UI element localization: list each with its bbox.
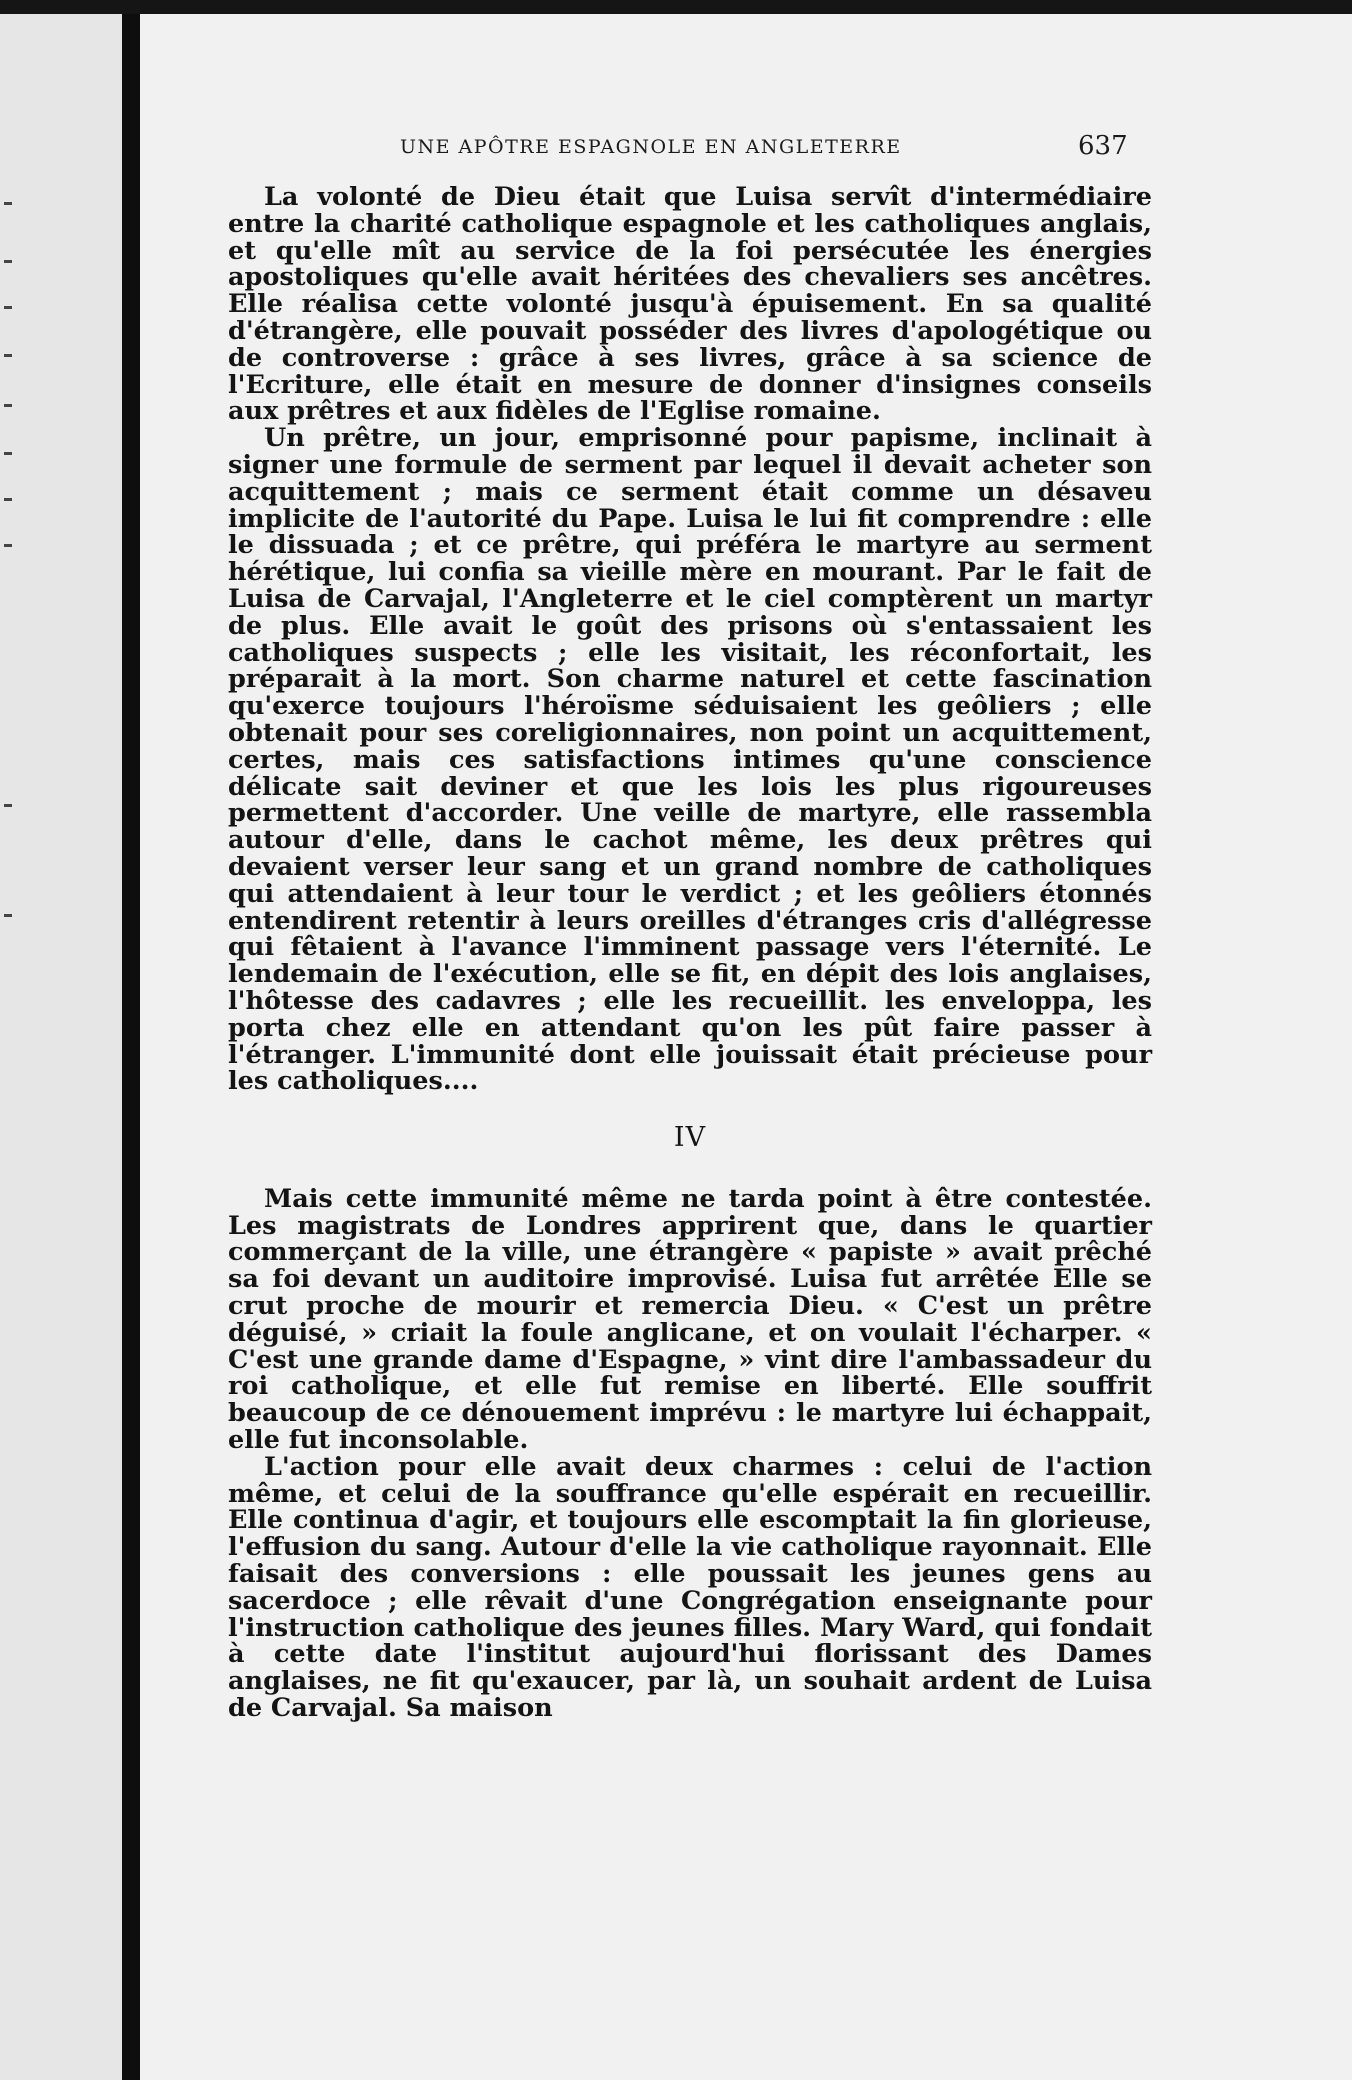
facing-page-mark	[4, 306, 12, 309]
body-text	[228, 184, 1152, 1722]
section-heading: IV	[673, 1122, 707, 1154]
facing-page-mark	[4, 544, 12, 547]
facing-page-mark	[4, 354, 12, 357]
facing-page-edge	[0, 14, 122, 2080]
page-number: 637	[1078, 131, 1128, 161]
facing-page-mark	[4, 498, 12, 501]
facing-page-mark	[4, 404, 12, 407]
scan-top-edge	[0, 0, 1352, 14]
paragraph: L'action pour elle avait deux charmes : celui de l'action même, et celui de la souffrance qu'elle espérait en recueillir. Elle continua d'agir, et toujours elle escomptait la fin glorieuse, l'effusion du sang. Autour d'elle la vie catholique rayonnait. Elle faisait des conversions : elle poussait les jeunes gens au sacerdoce ; elle rêvait d'une Congrégation enseignante pour l'instruction catholique des jeunes filles. Mary Ward, qui fondait à cette date l'institut aujourd'hui florissant des Dames anglaises, ne fit qu'exaucer, par là, un souhait ardent de Luisa de Carvajal. Sa maison	[228, 1451, 1152, 1724]
paragraph: Mais cette immunité même ne tarda point à être contestée. Les magistrats de Londres apprirent que, dans le quartier commerçant de la ville, une étrangère « papiste » avait prêché sa foi devant un auditoire improvisé. Luisa fut arrêtée Elle se crut proche de mourir et remercia Dieu. « C'est un prêtre déguisé, » criait la foule anglicane, et on voulait l'écharper. « C'est une grande dame d'Espagne, » vint dire l'ambassadeur du roi catholique, et elle fut remise en liberté. Elle souffrit beaucoup de ce dénouement imprévu : le martyre lui échappait, elle fut inconsolable.	[228, 1183, 1152, 1456]
facing-page-mark	[4, 260, 12, 263]
facing-page-mark	[4, 914, 12, 917]
paragraph: Un prêtre, un jour, emprisonné pour papisme, inclinait à signer une formule de serment par lequel il devait acheter son acquittement ; mais ce serment était comme un désaveu implicite de l'autorité du Pape. Luisa le lui fit comprendre : elle le dissuada ; et ce prêtre, qui préféra le martyre au serment hérétique, lui confia sa vieille mère en mourant. Par le fait de Luisa de Carvajal, l'Angleterre et le ciel comptèrent un martyr de plus. Elle avait le goût des prisons où s'entassaient les catholiques suspects ; elle les visitait, les réconfortait, les préparait à la mort. Son charme naturel et cette fascination qu'exerce toujours l'héroïsme séduisaient les geôliers ; elle obtenait pour ses coreligionnaires, non point un acquittement, certes, mais ces satisfactions intimes qu'une conscience délicate sait deviner et que les lois les plus rigoureuses permettent d'accorder. Une veille de martyre, elle rassembla autour d'elle, dans le cachot même, les deux prêtres qui devaient verser leur sang et un grand nombre de catholiques qui attendaient à leur tour le verdict ; et les geôliers étonnés entendirent retentir à leurs oreilles d'étranges cris d'allégresse qui fêtaient à l'avance l'imminent passage vers l'éternité. Le lendemain de l'exécution, elle se fit, en dépit des lois anglaises, l'hôtesse des cadavres ; elle les recueillit. les enveloppa, les porta chez elle en attendant qu'on les pût faire passer à l'étranger. L'immunité dont elle jouissait était précieuse pour les catholiques....	[228, 423, 1152, 1097]
binding-gutter	[122, 14, 140, 2080]
facing-page-mark	[4, 804, 12, 807]
facing-page-mark	[4, 452, 12, 455]
running-head: UNE APÔTRE ESPAGNOLE EN ANGLETERRE	[400, 136, 902, 158]
paragraph: La volonté de Dieu était que Luisa servît d'intermédiaire entre la charité catholique espagnole et les catholiques anglais, et qu'elle mît au service de la foi persécutée les énergies apostoliques qu'elle avait héritées des chevaliers ses ancêtres. Elle réalisa cette volonté jusqu'à épuisement. En sa qualité d'étrangère, elle pouvait posséder des livres d'apologétique ou de controverse : grâce à ses livres, grâce à sa science de l'Ecriture, elle était en mesure de donner d'insignes conseils aux prêtres et aux fidèles de l'Eglise romaine.	[228, 182, 1152, 427]
facing-page-mark	[4, 202, 12, 205]
